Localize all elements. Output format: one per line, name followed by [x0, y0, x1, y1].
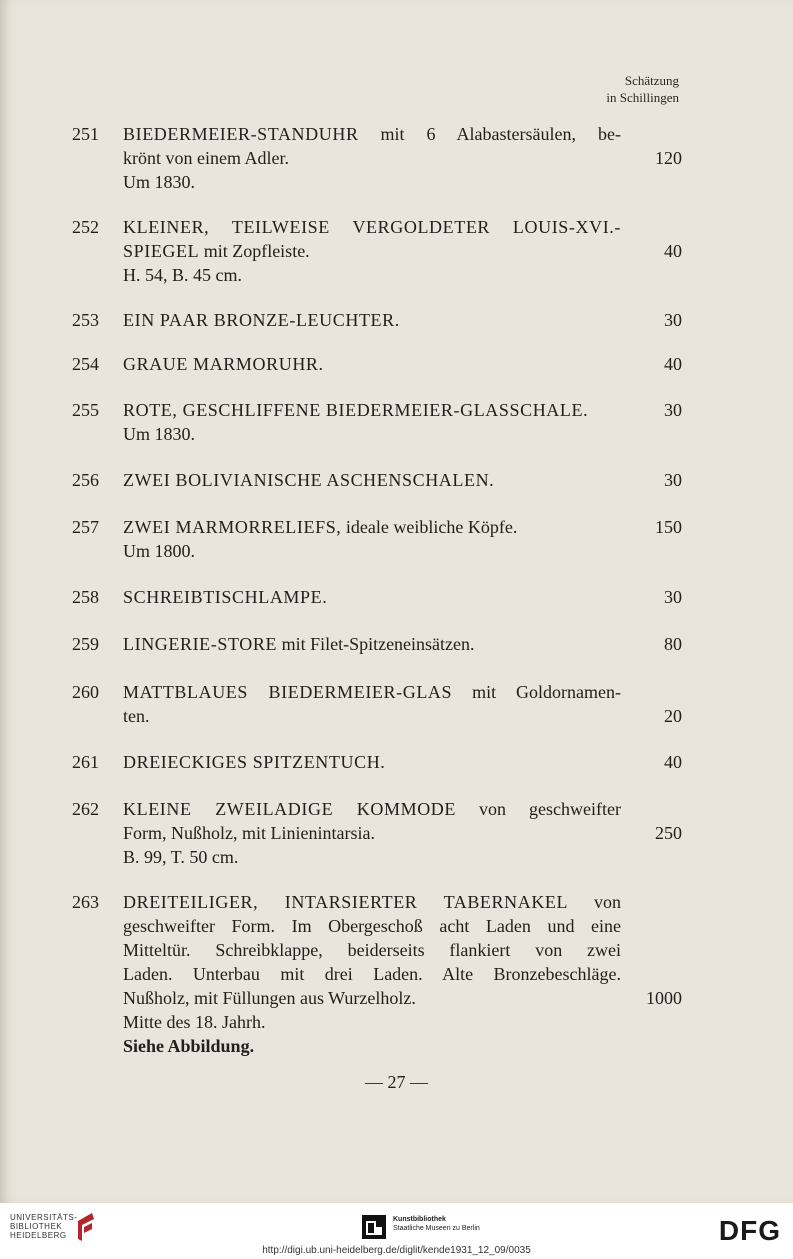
- entry-title: LINGERIE-STORE: [123, 634, 278, 654]
- entry-line: Mitteltür. Schreibklappe, beiderseits flankiert von zwei: [123, 940, 621, 960]
- entry-number: 253: [72, 310, 99, 330]
- university-logo-icon: [72, 1211, 96, 1243]
- entry-price: 30: [664, 400, 682, 420]
- footer-bar: [0, 1203, 793, 1259]
- entry-line: B. 99, T. 50 cm.: [123, 847, 239, 867]
- entry-number: 263: [72, 892, 99, 912]
- header-line-1: Schätzung: [624, 73, 679, 88]
- entry-line: Nußholz, mit Füllungen aus Wurzelholz.: [123, 988, 416, 1008]
- entry-number: 254: [72, 354, 99, 374]
- entry-line: Um 1800.: [123, 541, 195, 561]
- entry-title: ROTE, GESCHLIFFENE BIEDERMEIER-GLASSCHALE.: [123, 400, 589, 420]
- entry-price: 40: [664, 752, 682, 772]
- entry-price: 30: [664, 470, 682, 490]
- entry-256: [72, 468, 682, 492]
- entry-number: 257: [72, 517, 99, 537]
- entry-line: ten.: [123, 706, 150, 726]
- entry-253: [72, 308, 682, 332]
- entry-254: [72, 352, 682, 376]
- entry-price: 1000: [646, 988, 682, 1008]
- entry-number: 252: [72, 217, 99, 237]
- entry-line: [123, 632, 682, 656]
- entry-line: [123, 239, 682, 263]
- entry-262: [72, 797, 682, 869]
- entry-title: KLEINER, TEILWEISE VERGOLDETER LOUIS-XVI.-: [123, 217, 621, 237]
- entry-line: [123, 797, 621, 821]
- entry-258: [72, 585, 682, 609]
- uni-line-1: UNIVERSITÄTS-: [10, 1213, 78, 1222]
- entry-title: KLEINE ZWEILADIGE KOMMODE: [123, 799, 456, 819]
- entry-260: [72, 680, 682, 728]
- entry-text: mit Goldornamen-: [452, 682, 621, 702]
- column-header: [606, 72, 679, 106]
- entry-line: krönt von einem Adler.: [123, 148, 289, 168]
- entry-255: [72, 398, 682, 446]
- entry-line: Form, Nußholz, mit Linienintarsia.: [123, 823, 375, 843]
- entry-number: 260: [72, 682, 99, 702]
- entry-number: 262: [72, 799, 99, 819]
- kb-subtitle: Staatliche Museen zu Berlin: [393, 1225, 480, 1232]
- kb-title: Kunstbibliothek: [393, 1216, 446, 1223]
- entry-title: DREITEILIGER, INTARSIERTER TABERNAKEL: [123, 892, 569, 912]
- entry-line: Um 1830.: [123, 424, 195, 444]
- entry-number: 251: [72, 124, 99, 144]
- uni-line-2: BIBLIOTHEK: [10, 1222, 63, 1231]
- entry-263: [72, 890, 682, 1058]
- entry-251: [72, 122, 682, 194]
- uni-line-3: HEIDELBERG: [10, 1231, 67, 1240]
- entry-252: [72, 215, 682, 287]
- entry-price: 30: [664, 310, 682, 330]
- entry-text: mit Filet-Spitzeneinsätzen.: [277, 634, 475, 654]
- entry-title: MATTBLAUES BIEDERMEIER-GLAS: [123, 682, 453, 702]
- entry-text: von: [568, 892, 621, 912]
- entry-text: ideale weibliche Köpfe.: [341, 517, 518, 537]
- entry-title: ZWEI BOLIVIANISCHE ASCHENSCHALEN.: [123, 470, 495, 490]
- entry-see-figure: Siehe Abbildung.: [123, 1036, 255, 1056]
- entry-title: DREIECKIGES SPITZENTUCH.: [123, 752, 386, 772]
- header-line-2: in Schillingen: [606, 90, 679, 105]
- entry-number: 259: [72, 634, 99, 654]
- entry-title: SPIEGEL: [123, 241, 200, 261]
- entry-text: mit 6 Alabastersäulen, be-: [358, 124, 621, 144]
- dfg-logo: DFG: [718, 1215, 781, 1246]
- entry-price: 250: [655, 823, 682, 843]
- entry-title: SCHREIBTISCHLAMPE.: [123, 587, 328, 607]
- entry-257: [72, 515, 682, 563]
- entry-line: H. 54, B. 45 cm.: [123, 265, 242, 285]
- entry-line: [123, 680, 621, 704]
- entry-number: 258: [72, 587, 99, 607]
- entry-text: von geschweifter: [456, 799, 622, 819]
- entry-line: [123, 515, 682, 539]
- page-number: — 27 —: [365, 1072, 428, 1092]
- entry-number: 255: [72, 400, 99, 420]
- source-url[interactable]: http://digi.ub.uni-heidelberg.de/diglit/kende1931_12_09/0035: [262, 1245, 531, 1256]
- entry-title: EIN PAAR BRONZE-LEUCHTER.: [123, 310, 400, 330]
- entry-price: 120: [655, 148, 682, 168]
- entry-title: GRAUE MARMORUHR.: [123, 354, 324, 374]
- entry-line: Laden. Unterbau mit drei Laden. Alte Bronzebeschläge.: [123, 964, 621, 984]
- entry-number: 256: [72, 470, 99, 490]
- entry-price: 20: [664, 706, 682, 726]
- entry-261: [72, 750, 682, 774]
- entry-text: mit Zopfleiste.: [199, 241, 310, 261]
- entry-price: 80: [664, 634, 682, 654]
- entry-price: 40: [664, 354, 682, 374]
- entry-line: Um 1830.: [123, 172, 195, 192]
- entry-259: [72, 632, 682, 656]
- entry-line: Mitte des 18. Jahrh.: [123, 1012, 266, 1032]
- entry-number: 261: [72, 752, 99, 772]
- entry-price: 150: [655, 517, 682, 537]
- kunstbibliothek-label: [393, 1215, 480, 1233]
- entry-line: [123, 890, 621, 914]
- entry-line: [123, 122, 621, 146]
- university-library-label: [10, 1213, 77, 1240]
- kunstbibliothek-logo-icon: [362, 1215, 386, 1239]
- entry-title: ZWEI MARMORRELIEFS,: [123, 517, 342, 537]
- entry-price: 30: [664, 587, 682, 607]
- entry-line: geschweifter Form. Im Obergeschoß acht Laden und eine: [123, 916, 621, 936]
- entry-price: 40: [664, 241, 682, 261]
- entry-title: BIEDERMEIER-STANDUHR: [123, 124, 359, 144]
